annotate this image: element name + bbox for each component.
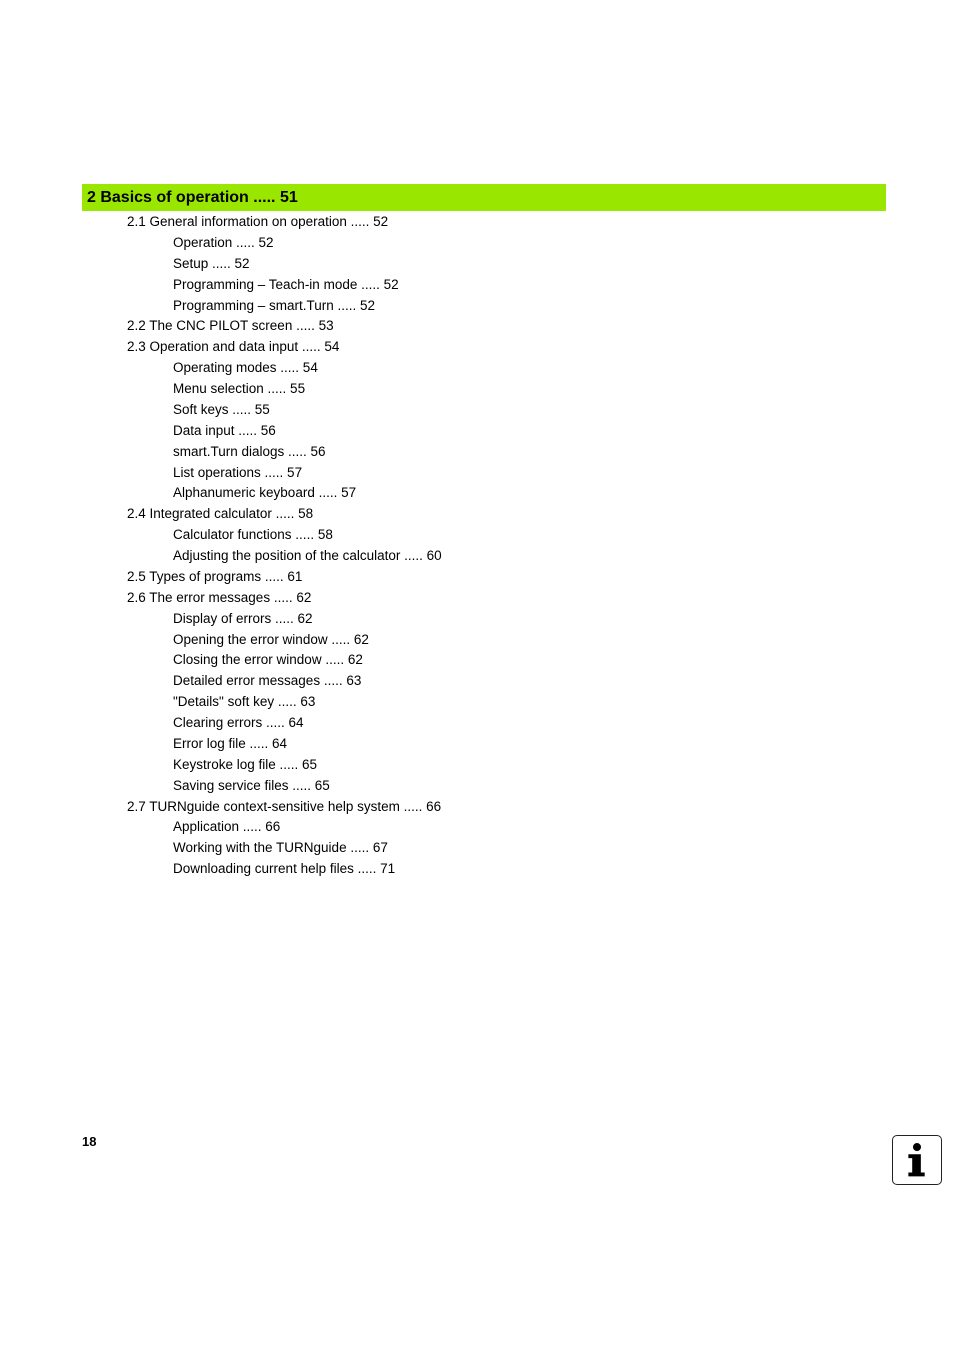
toc-subsection-entry: Operating modes ..... 54: [173, 360, 318, 376]
toc-subsection-entry: Keystroke log file ..... 65: [173, 756, 318, 772]
toc-section-entry: 2.5 Types of programs ..... 61: [127, 568, 303, 584]
toc-subsection-entry: Opening the error window ..... 62: [173, 631, 369, 647]
toc-section-entry: 2.4 Integrated calculator ..... 58: [127, 506, 314, 522]
toc-subsection-entry: Display of errors ..... 62: [173, 610, 313, 626]
toc-subsection-entry: Saving service files ..... 65: [173, 777, 330, 793]
toc-subsection-entry: Programming – Teach-in mode ..... 52: [173, 276, 399, 292]
toc-subsection-entry: Setup ..... 52: [173, 255, 250, 271]
toc-subsection-entry: List operations ..... 57: [173, 464, 303, 480]
toc-section-entry: 2.2 The CNC PILOT screen ..... 53: [127, 318, 334, 334]
toc-subsection-entry: Operation ..... 52: [173, 234, 274, 250]
toc-section-entry: 2.6 The error messages ..... 62: [127, 589, 312, 605]
toc-subsection-entry: Working with the TURNguide ..... 67: [173, 840, 388, 856]
toc-subsection-entry: Application ..... 66: [173, 819, 281, 835]
table-of-contents: [0, 212, 954, 880]
toc-section-entry: 2.1 General information on operation ..... 52: [127, 214, 389, 229]
toc-subsection-entry: Soft keys ..... 55: [173, 401, 270, 417]
toc-subsection-entry: smart.Turn dialogs ..... 56: [173, 443, 326, 459]
toc-subsection-entry: Alphanumeric keyboard ..... 57: [173, 485, 357, 501]
toc-subsection-entry: Programming – smart.Turn ..... 52: [173, 297, 376, 313]
toc-subsection-entry: Menu selection ..... 55: [173, 381, 306, 396]
toc-subsection-entry: Data input ..... 56: [173, 422, 276, 438]
toc-subsection-entry: Closing the error window ..... 62: [173, 652, 363, 668]
toc-subsection-entry: Clearing errors ..... 64: [173, 715, 304, 730]
toc-subsection-entry: Detailed error messages ..... 63: [173, 673, 362, 689]
toc-subsection-entry: Calculator functions ..... 58: [173, 527, 333, 543]
toc-subsection-entry: "Details" soft key ..... 63: [173, 694, 316, 710]
toc-subsection-entry: Adjusting the position of the calculator ..... 60: [173, 548, 442, 563]
chapter-heading: [82, 184, 886, 211]
info-icon: [892, 1135, 942, 1185]
page-number: 18: [82, 1134, 97, 1149]
toc-section-entry: 2.3 Operation and data input ..... 54: [127, 339, 340, 355]
toc-section-entry: 2.7 TURNguide context-sensitive help system ..... 66: [127, 798, 442, 814]
toc-subsection-entry: Downloading current help files ..... 71: [173, 861, 396, 877]
chapter-title: 2 Basics of operation ..... 51: [87, 189, 298, 206]
toc-subsection-entry: Error log file ..... 64: [173, 735, 288, 751]
